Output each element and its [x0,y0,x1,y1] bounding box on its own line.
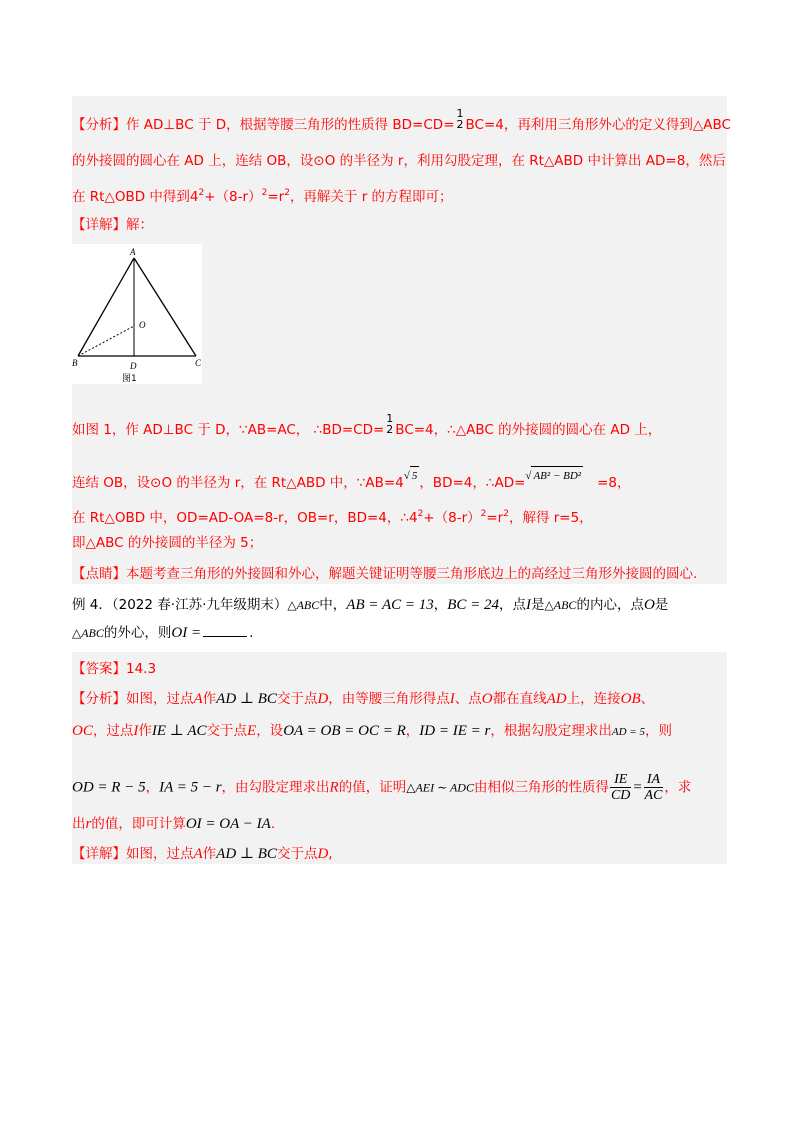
answer-blank [203,636,247,637]
label-a: A [130,247,136,257]
answer-value: 14.3 [126,661,157,677]
fraction-ia-ac: $\frac{IA}{AC}$ [644,772,663,803]
label-b: B [72,358,78,368]
analysis2-line-2: OC，过点I作IE ⊥ AC交于点E，设OA = OB = OC = R，ID = IE = r，根据勾股定理求出AD = 5，则 [72,723,672,739]
fraction-half: 1 2 [456,107,464,131]
solution-line-3: 在 Rt△OBD 中，OD=AD-OA=8-r，OB=r，BD=4，$\therefore 4^2+(8-r)^2=r^2$，解得 r=5， [72,509,593,526]
solution-line-4: 即△ABC 的外接圆的半径为 5； [72,535,263,551]
sqrt-five: √ 5 [404,466,420,485]
analysis-line-1: 【分析】作 AD⊥BC 于 D，根据等腰三角形的性质得 BD=CD= 1 2 BC=4，再利用三角形外心的定义得到△ABC [72,107,731,133]
analysis2-line-4: 出r的值，即可计算OI = OA − IA. [72,816,276,832]
fraction-ie-cd: $\frac{IE}{CD}$ [610,772,631,803]
answer-line [72,660,156,678]
sqrt-ab-bd: √ AB² − BD² [525,466,583,485]
label-c: C [195,358,202,368]
detail-line-1: 【详解】解： [72,217,153,233]
analysis-line-2: 的外接圆的圆心在 AD 上，连结 OB，设⊙O 的半径为 r，利用勾股定理，在 Rt△ABD 中计算出 AD=8，然后 [72,153,726,169]
detail-tag: 【详解】 [72,217,126,233]
analysis2-line-1: 【分析】如图，过点A作AD ⊥ BC交于点D，由等腰三角形得点I、点O都在直线AD上，连接OB、 [72,691,655,707]
remark-tag: 【点睛】 [72,566,126,582]
triangle-diagram [72,244,202,384]
label-o: O [139,320,146,330]
answer-tag: 【答案】 [72,661,126,677]
side-ac [134,258,196,356]
figure-caption: 图1 [122,374,137,384]
example-line-2: △ABC的外心，则OI = . [72,625,254,641]
solution-line-1: 如图 1，作 AD⊥BC 于 D，∵AB=AC， ∴BD=CD= 1 2 BC=4，∴△ABC 的外接圆的圆心在 AD 上， [72,412,662,438]
example-line-1: 例 4．（2022 春·江苏·九年级期末）△ABC中，AB = AC = 13，BC = 24，点I是△ABC的内心，点O是 [72,597,669,613]
analysis2-line-3: OD = R − 5，IA = 5 − r，由勾股定理求出R的值，证明△AEI ∼ ADC由相似三角形的性质得 $\frac{IE}{CD}$ = $\frac{IA}{AC}$ ，求 [72,772,692,803]
fraction-half-2: 1 2 [386,412,394,436]
solution-line-2: 连结 OB，设⊙O 的半径为 r，在 Rt△ABD 中，∵AB=4√ 5 ，BD=4，∴AD=√ AB² − BD² =8， [72,466,630,492]
side-ab [78,258,134,356]
analysis-line-3: 在 Rt△OBD 中得到$4^2+(8-r)^2=r^2$，再解关于 r 的方程即可； [72,188,453,205]
detail2-tag: 【详解】 [72,846,126,862]
remark-line: 【点睛】本题考查三角形的外接圆和外心，解题关键证明等腰三角形底边上的高经过三角形外接圆的圆心. [72,566,698,582]
label-d: D [130,361,137,371]
analysis-tag: 【分析】 [72,117,126,133]
analysis2-tag: 【分析】 [72,691,126,707]
detail2-line: 【详解】如图，过点A作AD ⊥ BC交于点D, [72,846,333,862]
triangle-figure [72,244,202,384]
